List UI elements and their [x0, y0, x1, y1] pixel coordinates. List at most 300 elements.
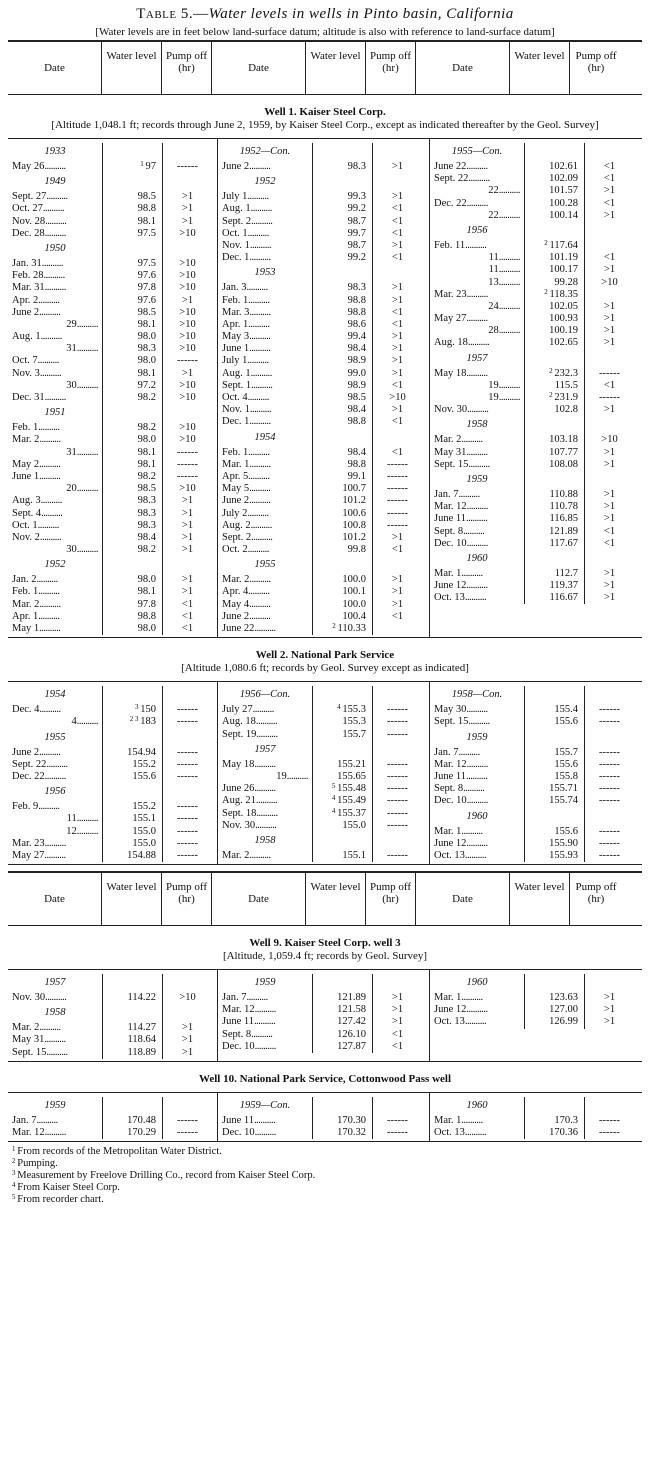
water-level-cell — [312, 1029, 372, 1041]
year-heading: 1950 — [44, 242, 66, 254]
pump-off-cell: ------ — [584, 795, 634, 807]
water-level-cell — [102, 447, 162, 459]
date-cell — [218, 820, 312, 832]
water-level-value: 110.78 — [549, 501, 578, 513]
table-row — [430, 580, 642, 592]
leader-dots: .......... — [44, 837, 66, 849]
pump-off-cell: >1 — [372, 191, 422, 203]
date-cell — [218, 331, 312, 343]
water-level-value: 98.3 — [137, 495, 156, 507]
leader-dots: .......... — [468, 716, 490, 728]
date-text: Feb. 1 — [222, 294, 249, 306]
water-level-cell — [524, 289, 584, 301]
table-row — [430, 501, 642, 513]
table-row — [218, 716, 429, 728]
leader-dots: .......... — [44, 282, 66, 294]
leader-dots: .......... — [256, 807, 278, 819]
data-panel — [218, 970, 430, 1061]
footnote-ref: 4 — [337, 703, 343, 712]
leader-dots: .......... — [250, 519, 272, 531]
date-text: Mar. 31 — [12, 282, 45, 294]
leader-dots: .......... — [461, 992, 483, 1004]
water-level-value: 116.85 — [549, 513, 578, 525]
spacer — [312, 173, 372, 191]
water-level-cell — [312, 216, 372, 228]
table-row — [218, 252, 429, 264]
well-data-grid — [8, 1092, 642, 1142]
pump-off-cell: <1 — [372, 216, 422, 228]
water-level-value: 155.74 — [549, 795, 578, 807]
table-row — [8, 747, 217, 759]
water-level-cell — [524, 501, 584, 513]
leader-dots: .......... — [247, 191, 269, 203]
table-row — [430, 1115, 642, 1127]
date-text: Feb. 1 — [222, 446, 249, 458]
water-level-cell — [102, 355, 162, 367]
pump-off-cell: ------ — [162, 801, 212, 813]
table-row — [430, 368, 642, 380]
table-row — [430, 838, 642, 850]
water-level-cell — [102, 850, 162, 862]
water-level-value: 99.1 — [347, 470, 366, 482]
year-heading: 1959 — [44, 1099, 66, 1111]
date-text: Sept. 8 — [434, 525, 464, 537]
water-level-cell — [524, 759, 584, 771]
water-level-value: 155.7 — [342, 728, 366, 740]
spacer — [162, 173, 212, 191]
leader-dots: .......... — [467, 337, 490, 349]
header-water-level: Water level — [510, 873, 570, 925]
water-level-cell — [102, 1022, 162, 1034]
date-cell — [218, 191, 312, 203]
table-row — [430, 1004, 642, 1016]
spacer — [524, 143, 584, 161]
pump-off-cell: >1 — [584, 185, 634, 197]
water-level-value: 154.88 — [127, 849, 156, 861]
data-panel — [8, 139, 218, 637]
footnote-ref: 2 — [549, 391, 555, 399]
water-level-cell — [312, 459, 372, 471]
date-text: Mar. 12 — [434, 501, 467, 513]
spacer — [102, 404, 162, 422]
date-text: Aug. 21 — [222, 795, 256, 807]
pump-off-cell: >1 — [372, 368, 422, 380]
pump-off-cell: >1 — [372, 343, 422, 355]
date-text: Nov. 30 — [12, 992, 46, 1004]
date-cell — [8, 599, 102, 611]
date-cell — [430, 489, 524, 501]
water-level-cell — [312, 368, 372, 380]
date-cell — [218, 252, 312, 264]
year-row — [218, 974, 429, 992]
footnote — [12, 1182, 642, 1194]
water-level-cell — [102, 392, 162, 404]
date-text: Mar. 23 — [12, 837, 45, 849]
table-row — [8, 447, 217, 459]
water-level-cell — [102, 471, 162, 483]
leader-dots: .......... — [44, 1034, 66, 1046]
table-row — [8, 319, 217, 331]
date-text: Dec. 28 — [12, 227, 45, 239]
pump-off-cell: >1 — [584, 1016, 634, 1028]
well-section — [8, 1072, 642, 1142]
date-cell — [8, 191, 102, 203]
table-row — [218, 331, 429, 343]
date-cell — [8, 850, 102, 862]
pump-off-cell: ------ — [372, 1115, 422, 1127]
water-level-value: 155.7 — [554, 746, 578, 758]
table-row — [218, 307, 429, 319]
date-text: June 11 — [222, 1016, 254, 1028]
pump-off-cell: >1 — [584, 592, 634, 604]
water-level-cell — [524, 392, 584, 404]
leader-dots: .......... — [247, 227, 269, 239]
date-text: Dec. 10 — [222, 1040, 255, 1052]
table-row — [430, 850, 642, 862]
date-text: Nov. 28 — [12, 215, 46, 227]
table-row — [8, 544, 217, 556]
date-text: June 22 — [434, 161, 467, 172]
date-cell — [430, 380, 524, 392]
spacer — [524, 808, 584, 826]
water-level-value: 155.1 — [132, 813, 156, 825]
table-row — [8, 343, 217, 355]
table-row — [8, 203, 217, 215]
pump-off-cell: >1 — [584, 459, 634, 471]
date-cell — [8, 343, 102, 355]
water-level-value: 103.18 — [549, 434, 578, 446]
date-cell — [430, 783, 524, 795]
pump-off-cell: ------ — [372, 508, 422, 520]
leader-dots: .......... — [465, 239, 487, 251]
leader-dots: .......... — [39, 623, 61, 634]
spacer — [584, 729, 634, 747]
well-section — [8, 648, 642, 865]
table-number: Table 5.— — [136, 6, 209, 22]
date-text: Mar. 2 — [12, 598, 40, 610]
leader-dots: .......... — [39, 434, 61, 446]
water-level-value: 170.30 — [337, 1114, 366, 1126]
date-text: Sept. 4 — [12, 507, 42, 519]
date-cell — [218, 380, 312, 392]
spacer — [372, 173, 422, 191]
leader-dots: .......... — [248, 318, 270, 330]
spacer — [312, 429, 372, 447]
pump-off-cell: ------ — [584, 1115, 634, 1127]
date-cell — [430, 325, 524, 337]
pump-off-cell: ------ — [162, 459, 212, 471]
date-cell — [218, 532, 312, 544]
date-cell — [430, 992, 524, 1004]
date-text: Nov. 30 — [434, 404, 468, 416]
leader-dots: .......... — [39, 367, 62, 379]
date-cell — [218, 416, 312, 428]
leader-dots: .......... — [39, 458, 61, 470]
leader-dots: .......... — [76, 343, 98, 355]
water-level-cell — [102, 282, 162, 294]
pump-off-cell: >1 — [162, 216, 212, 228]
leader-dots: .......... — [76, 813, 98, 825]
year-row — [218, 264, 429, 282]
table-row — [218, 380, 429, 392]
water-level-cell — [312, 1115, 372, 1127]
header-date: Date — [416, 873, 510, 925]
water-level-cell — [312, 355, 372, 367]
table-row — [218, 704, 429, 716]
date-cell — [8, 355, 102, 367]
pump-off-cell: >10 — [162, 270, 212, 282]
table-row — [430, 404, 642, 416]
date-text: May 1 — [12, 623, 40, 634]
well-note: [Altitude 1,080.6 ft; records by Geol. Survey except as indicated] — [181, 662, 469, 675]
table-row — [218, 544, 429, 556]
water-level-value: 98.6 — [347, 318, 366, 330]
leader-dots: .......... — [255, 716, 278, 728]
year-row — [8, 1004, 217, 1022]
date-cell — [430, 826, 524, 838]
water-level-value: 107.77 — [549, 446, 578, 458]
date-text: Oct. 1 — [12, 519, 38, 531]
table-row — [8, 228, 217, 240]
water-level-value: 98.3 — [137, 519, 156, 531]
table-row — [430, 538, 642, 550]
date-cell — [8, 447, 102, 459]
date-text: July 1 — [222, 355, 248, 367]
footnote — [12, 1170, 642, 1182]
date-text: 31 — [66, 446, 77, 458]
date-text: Sept. 15 — [12, 1046, 47, 1058]
date-text: Aug. 1 — [222, 367, 251, 379]
water-level-value: 101.19 — [549, 252, 578, 264]
date-text: 11 — [488, 252, 499, 264]
footnote-ref: 2 — [544, 238, 550, 247]
table-row — [430, 252, 642, 264]
data-panel — [8, 1093, 218, 1141]
date-cell — [430, 501, 524, 513]
table-row — [430, 337, 642, 349]
year-heading: 1933 — [44, 146, 66, 157]
pump-off-cell: <1 — [584, 538, 634, 550]
date-cell — [430, 404, 524, 416]
water-level-value: 98.0 — [137, 434, 156, 446]
pump-off-cell: >10 — [584, 277, 634, 289]
footnote-ref: 4 — [331, 806, 338, 815]
water-level-value: 108.08 — [549, 458, 578, 470]
spacer — [584, 416, 634, 434]
table-row — [8, 826, 217, 838]
water-level-cell — [102, 368, 162, 380]
table-row — [218, 216, 429, 228]
water-level-cell — [102, 203, 162, 215]
date-cell — [218, 319, 312, 331]
table-row — [8, 258, 217, 270]
date-text: Jan. 7 — [434, 488, 459, 500]
date-cell — [8, 747, 102, 759]
header-pump-off: Pump off (hr) — [575, 50, 617, 74]
date-text: 12 — [66, 825, 77, 837]
water-level-value: 100.6 — [342, 507, 366, 519]
water-level-cell — [524, 434, 584, 446]
leader-dots: .......... — [249, 239, 272, 251]
water-level-cell — [524, 1127, 584, 1139]
pump-off-cell: >1 — [162, 368, 212, 380]
well-note: [Altitude 1,048.1 ft; records through June 2, 1959, by Kaiser Steel Corp., except as indicated thereafter by the Geol. Survey] — [51, 119, 599, 131]
pump-off-cell: >10 — [584, 434, 634, 446]
footnote-number: 4 — [12, 1181, 18, 1190]
leader-dots: .......... — [36, 574, 58, 586]
water-level-value: 155.6 — [554, 716, 578, 728]
year-row — [430, 350, 642, 368]
water-level-cell — [524, 526, 584, 538]
water-level-value: 155.6 — [132, 770, 156, 782]
table-row — [218, 808, 429, 820]
water-level-value: 121.89 — [549, 525, 578, 537]
water-level-cell — [312, 295, 372, 307]
table-row — [8, 368, 217, 380]
pump-off-cell: >1 — [372, 574, 422, 586]
spacer — [162, 974, 212, 992]
date-text: Mar. 3 — [222, 306, 250, 318]
water-level-value: 123.63 — [549, 992, 578, 1004]
leader-dots: .......... — [248, 446, 270, 458]
water-level-cell — [524, 1004, 584, 1016]
spacer — [372, 143, 422, 161]
header-date: Date — [8, 873, 102, 925]
water-level-value: 118.89 — [127, 1046, 156, 1058]
leader-dots: .......... — [466, 837, 488, 849]
date-cell — [218, 368, 312, 380]
spacer — [312, 143, 372, 161]
leader-dots: .......... — [76, 379, 98, 391]
water-level-cell — [102, 216, 162, 228]
date-cell — [218, 1029, 312, 1041]
date-text: Dec. 4 — [12, 704, 40, 716]
leader-dots: .......... — [251, 1028, 273, 1040]
spacer — [372, 974, 422, 992]
year-row — [430, 974, 642, 992]
table-row — [8, 380, 217, 392]
water-level-cell — [312, 1127, 372, 1139]
water-level-cell — [524, 447, 584, 459]
leader-dots: .......... — [286, 770, 308, 782]
water-level-cell — [524, 161, 584, 173]
water-level-value: 98.3 — [137, 507, 156, 519]
year-heading: 1959 — [254, 977, 276, 989]
spacer — [372, 429, 422, 447]
table-row — [218, 228, 429, 240]
water-level-cell — [524, 489, 584, 501]
water-level-value: 170.48 — [127, 1114, 156, 1126]
table-row — [218, 319, 429, 331]
pump-off-cell: ------ — [372, 850, 422, 862]
water-level-value: 100.8 — [342, 519, 366, 531]
date-text: July 2 — [222, 507, 248, 519]
date-cell — [8, 228, 102, 240]
water-level-value: 98.2 — [137, 470, 156, 482]
water-level-value: 155.2 — [132, 801, 156, 813]
leader-dots: .......... — [255, 795, 278, 807]
water-level-cell — [102, 459, 162, 471]
water-level-cell — [312, 599, 372, 611]
date-text: Sept. 19 — [222, 728, 257, 740]
well-data-grid — [8, 138, 642, 638]
date-cell — [8, 704, 102, 716]
date-cell — [430, 198, 524, 210]
date-cell — [430, 592, 524, 604]
leader-dots: .......... — [44, 392, 66, 403]
year-row — [218, 429, 429, 447]
date-text: May 4 — [222, 598, 250, 610]
date-cell — [8, 258, 102, 270]
well-section — [8, 936, 642, 1062]
spacer — [102, 143, 162, 161]
water-level-cell — [312, 392, 372, 404]
water-level-cell — [312, 611, 372, 623]
water-level-value: 155.6 — [554, 825, 578, 837]
date-cell — [218, 759, 312, 771]
date-cell — [430, 459, 524, 471]
leader-dots: .......... — [256, 728, 278, 740]
leader-dots: .......... — [44, 161, 66, 172]
water-level-cell — [312, 586, 372, 598]
date-text: Feb. 28 — [12, 270, 44, 282]
date-text: Dec. 31 — [12, 392, 45, 403]
pump-off-cell: >1 — [162, 191, 212, 203]
date-cell — [8, 216, 102, 228]
pump-off-cell: ------ — [584, 771, 634, 783]
water-level-value: 98.3 — [347, 161, 366, 172]
date-text: 28 — [488, 325, 499, 337]
date-text: Aug. 1 — [222, 203, 251, 215]
leader-dots: .......... — [458, 488, 480, 500]
water-level-cell — [312, 331, 372, 343]
water-level-cell — [102, 508, 162, 520]
leader-dots: .......... — [37, 355, 59, 367]
leader-dots: .......... — [45, 215, 67, 227]
leader-dots: .......... — [254, 783, 276, 795]
water-level-cell — [312, 203, 372, 215]
water-level-cell — [524, 783, 584, 795]
water-level-cell — [524, 838, 584, 850]
date-cell — [8, 495, 102, 507]
leader-dots: .......... — [42, 203, 65, 215]
year-heading: 1955 — [44, 731, 66, 743]
pump-off-cell: <1 — [372, 1041, 422, 1053]
spacer — [312, 556, 372, 574]
year-heading: 1960 — [466, 1099, 488, 1111]
pump-off-cell: >10 — [162, 422, 212, 434]
table-row — [218, 1041, 429, 1053]
table-row — [8, 574, 217, 586]
water-level-value: 98.0 — [137, 355, 156, 367]
spacer — [372, 741, 422, 759]
table-row — [8, 1034, 217, 1046]
spacer — [162, 556, 212, 574]
water-level-value: 98.5 — [137, 306, 156, 318]
water-level-value: 155.71 — [549, 783, 578, 795]
year-row — [430, 808, 642, 826]
year-row — [430, 471, 642, 489]
water-level-value: 110.88 — [549, 488, 578, 500]
date-cell — [218, 520, 312, 532]
leader-dots: .......... — [254, 1127, 276, 1138]
water-level-cell — [102, 1034, 162, 1046]
leader-dots: .......... — [467, 404, 489, 416]
date-text: Mar. 2 — [12, 1022, 40, 1034]
date-cell — [8, 1034, 102, 1046]
leader-dots: .......... — [248, 470, 270, 482]
pump-off-cell: ------ — [372, 520, 422, 532]
